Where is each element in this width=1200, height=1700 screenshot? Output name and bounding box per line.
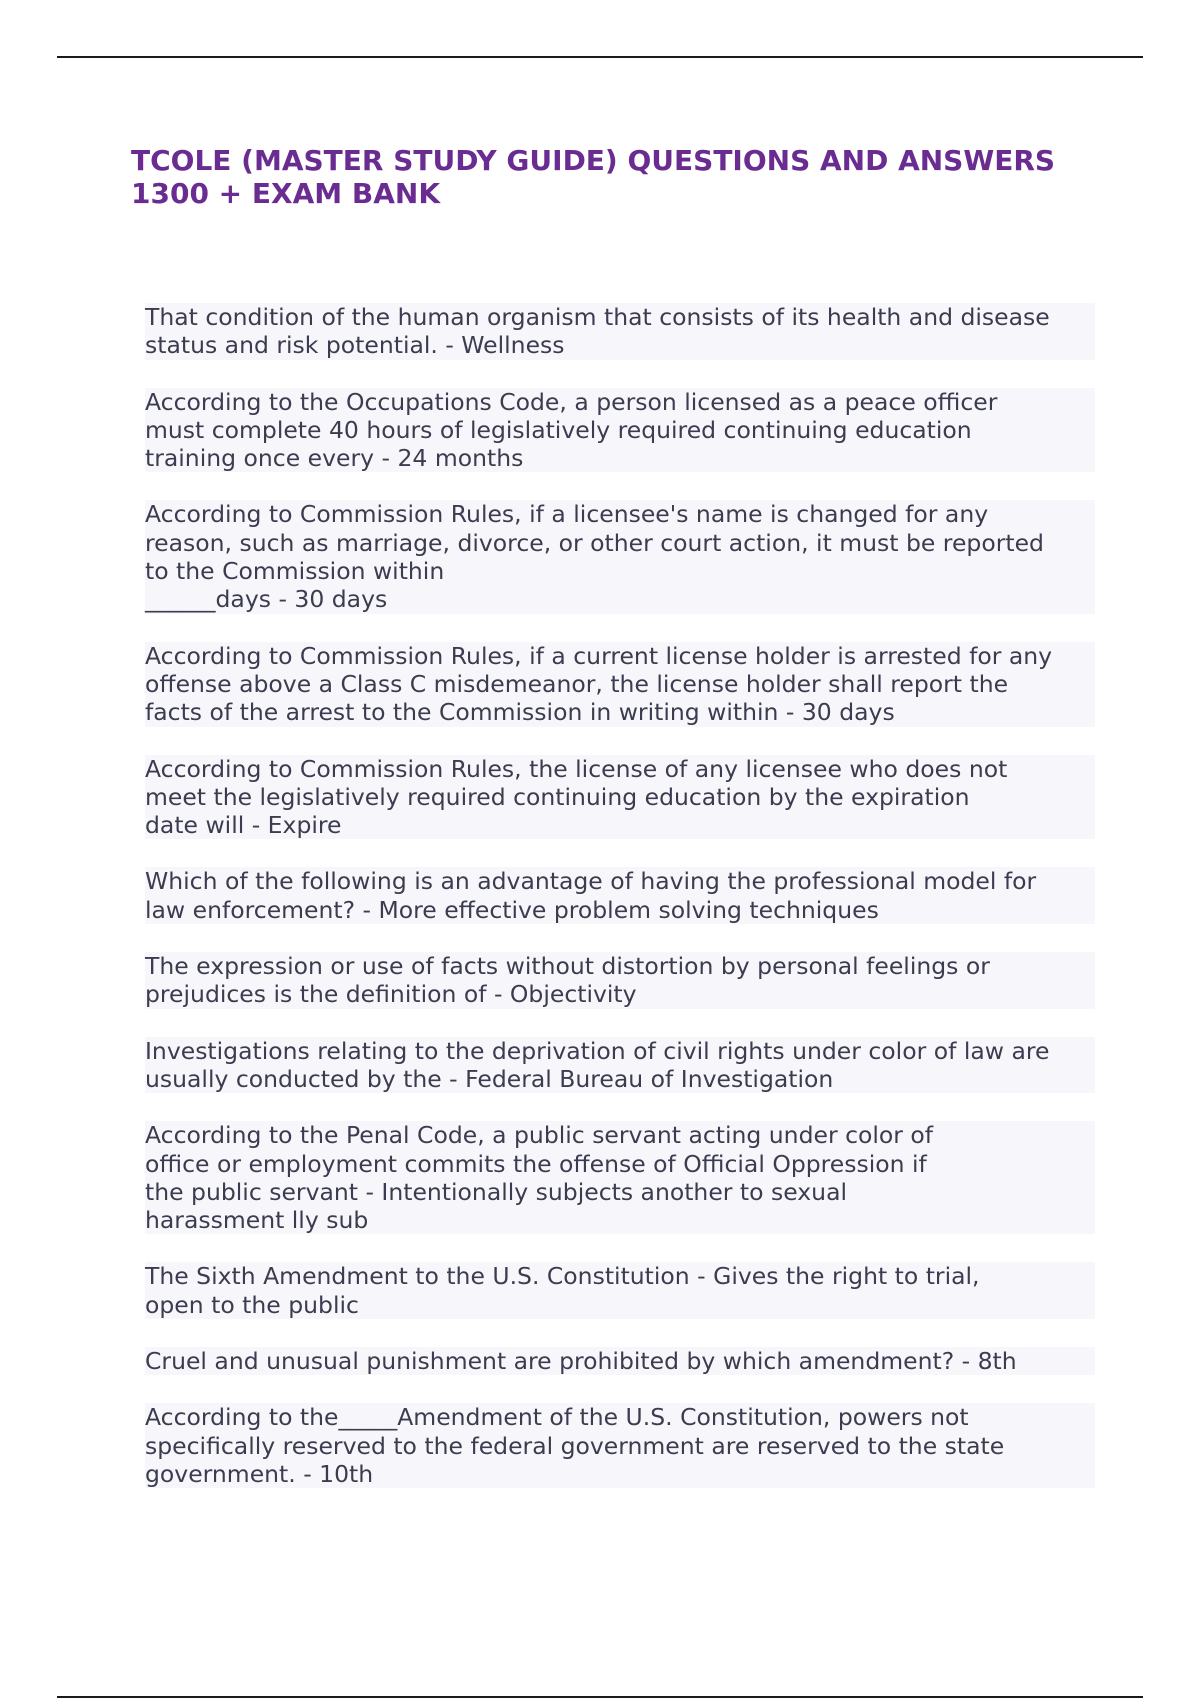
qa-item [145,1403,1095,1488]
qa-item [145,642,1095,727]
qa-item-text: According to the Occupations Code, a person licensed as a peace officer must complete 40 hours of legislatively required continuing education training once every - 24 months [145,388,1095,473]
qa-item-text: According to Commission Rules, if a licensee's name is changed for any reason, such as marriage, divorce, or other court action, it must be reported to the Commission within ______days - 30 days [145,500,1095,613]
qa-item [145,1262,1095,1319]
bottom-divider [57,1696,1143,1698]
qa-item [145,1347,1095,1375]
qa-item [145,303,1095,360]
qa-item [145,952,1095,1009]
qa-item-text: That condition of the human organism that consists of its health and disease status and risk potential. - Wellness [145,303,1095,360]
qa-item-text: According to the Penal Code, a public servant acting under color of office or employment commits the offense of Official Oppression if the public servant - Intentionally subjects another to sexual harassment lly sub [145,1121,1095,1234]
qa-item [145,388,1095,473]
qa-item [145,1121,1095,1234]
document-title: TCOLE (MASTER STUDY GUIDE) QUESTIONS AND ANSWERS 1300 + EXAM BANK [131,144,1056,210]
qa-item-text: Which of the following is an advantage of having the professional model for law enforcement? - More effective problem solving techniques [145,867,1095,924]
qa-item-text: According to Commission Rules, the license of any licensee who does not meet the legislatively required continuing education by the expiration date will - Expire [145,755,1095,840]
qa-item-text: According to the_____Amendment of the U.S. Constitution, powers not specifically reserved to the federal government are reserved to the state government. - 10th [145,1403,1095,1488]
qa-item [145,500,1095,613]
qa-item [145,867,1095,924]
qa-item-text: According to Commission Rules, if a current license holder is arrested for any offense above a Class C misdemeanor, the license holder shall report the facts of the arrest to the Commission in writing within - 30 days [145,642,1095,727]
qa-item-text: The expression or use of facts without distortion by personal feelings or prejudices is the definition of - Objectivity [145,952,1095,1009]
qa-item-text: Cruel and unusual punishment are prohibited by which amendment? - 8th [145,1347,1095,1375]
qa-item [145,1037,1095,1094]
qa-item [145,755,1095,840]
top-divider [57,56,1143,58]
question-answer-list [145,303,1095,1516]
qa-item-text: The Sixth Amendment to the U.S. Constitution - Gives the right to trial, open to the public [145,1262,1095,1319]
qa-item-text: Investigations relating to the deprivation of civil rights under color of law are usually conducted by the - Federal Bureau of Investigation [145,1037,1095,1094]
